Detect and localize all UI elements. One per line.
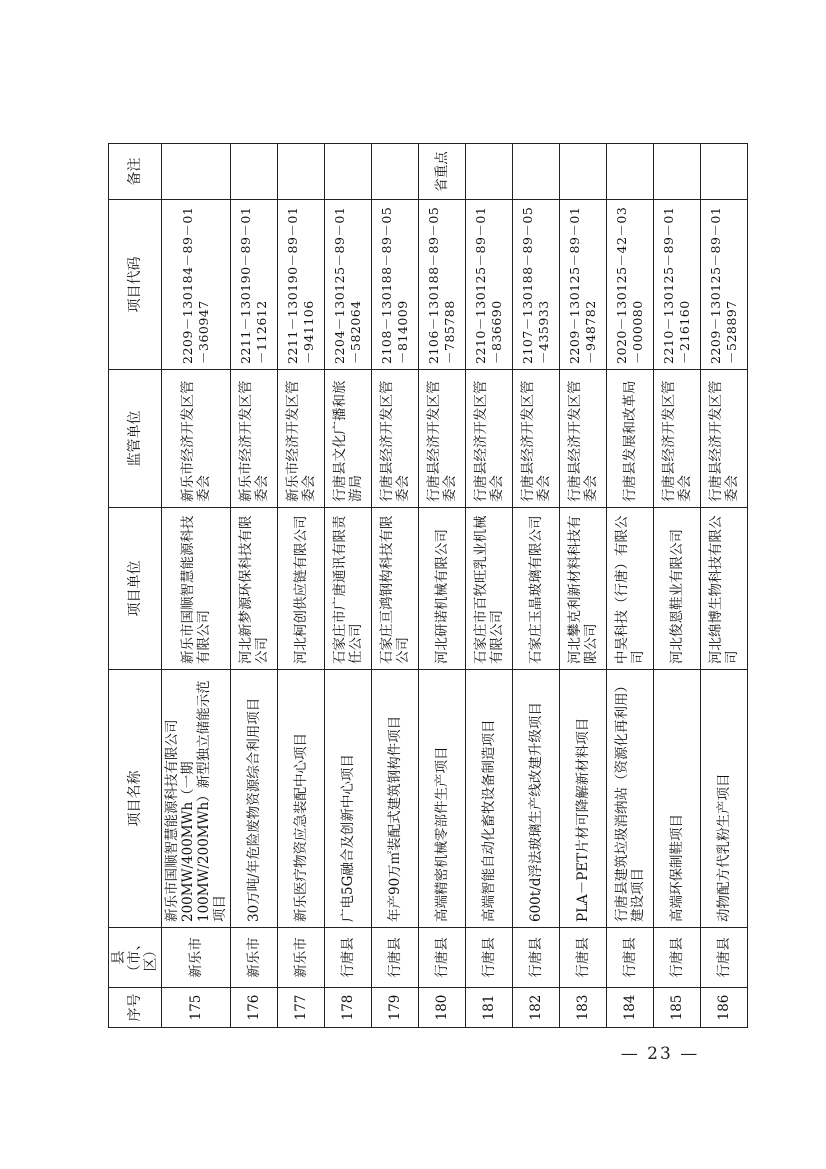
cell-county: 行唐县 [325,928,372,988]
cell-project-unit: 河北俊恩鞋业有限公司 [654,508,701,670]
cell-county: 行唐县 [560,928,607,988]
cell-project-name: 高端精密机械零部件生产项目 [419,670,466,928]
cell-note [162,144,231,200]
cell-note [325,144,372,200]
cell-supervisor: 行唐县文化广播和旅游局 [325,370,372,508]
table-row [419,144,466,1028]
cell-note [607,144,654,200]
cell-project-unit: 河北柯创供应链有限公司 [278,508,325,670]
cell-project-code: 2204－130125－89－01－582064 [325,200,372,370]
cell-county: 新乐市 [278,928,325,988]
cell-supervisor: 行唐县经济开发区管委会 [372,370,419,508]
page-number: — 23 — [620,1044,700,1064]
cell-note [654,144,701,200]
cell-county: 行唐县 [607,928,654,988]
table-row [231,144,278,1028]
table-row [560,144,607,1028]
header-note: 备注 [109,144,162,200]
cell-note [466,144,513,200]
cell-project-unit: 中昊科技（行唐）有限公司 [607,508,654,670]
cell-county: 行唐县 [654,928,701,988]
cell-project-name: 高端环保制鞋项目 [654,670,701,928]
cell-project-code: 2106－130188－89－05－785788 [419,200,466,370]
cell-project-code: 2210－130125－89－01－836690 [466,200,513,370]
table-row [513,144,560,1028]
cell-project-code: 2209－130125－89－01－948782 [560,200,607,370]
table-row [701,144,748,1028]
cell-supervisor: 行唐县经济开发区管委会 [701,370,748,508]
cell-index: 179 [372,988,419,1028]
project-table [108,143,748,1028]
cell-index: 182 [513,988,560,1028]
cell-project-unit: 新乐市国顺智慧能源科技有限公司 [162,508,231,670]
cell-project-unit: 石家庄亘鸿钢构科技有限公司 [372,508,419,670]
cell-supervisor: 行唐县经济开发区管委会 [513,370,560,508]
table-row [607,144,654,1028]
cell-project-name: 600t/d浮法玻璃生产线改建升级项目 [513,670,560,928]
table-header-row [109,144,162,1028]
cell-county: 行唐县 [513,928,560,988]
cell-project-name: 年产90万㎡装配式建筑钢构件项目 [372,670,419,928]
cell-project-code: 2209－130184－89－01－360947 [162,200,231,370]
cell-supervisor: 新乐市经济开发区管委会 [162,370,231,508]
cell-index: 185 [654,988,701,1028]
table-row [325,144,372,1028]
cell-index: 181 [466,988,513,1028]
cell-project-name: PLA－PET片材可降解新材料项目 [560,670,607,928]
header-supervisor: 监管单位 [109,370,162,508]
cell-project-code: 2107－130188－89－05－435933 [513,200,560,370]
header-index: 序号 [109,988,162,1028]
cell-project-unit: 河北攀克利新材料科技有限公司 [560,508,607,670]
cell-index: 176 [231,988,278,1028]
cell-project-code: 2211－130190－89－01－112612 [231,200,278,370]
cell-project-unit: 石家庄玉晶玻璃有限公司 [513,508,560,670]
cell-supervisor: 行唐县发展和改革局 [607,370,654,508]
cell-project-code: 2210－130125－89－01－216160 [654,200,701,370]
cell-county: 新乐市 [162,928,231,988]
cell-project-unit: 河北研诺机械有限公司 [419,508,466,670]
cell-supervisor: 行唐县经济开发区管委会 [654,370,701,508]
cell-index: 180 [419,988,466,1028]
cell-supervisor: 行唐县经济开发区管委会 [466,370,513,508]
cell-county: 行唐县 [372,928,419,988]
cell-note [701,144,748,200]
cell-project-name: 新乐市国顺智慧能源科技有限公司200MW/400MWh（一期100MW/200MWh）新型独立储能示范项目 [162,670,231,928]
cell-project-name: 新乐医疗物资应急装配中心项目 [278,670,325,928]
cell-note [372,144,419,200]
project-table-rotated [108,144,740,1028]
cell-project-unit: 河北绵博生物科技有限公司 [701,508,748,670]
cell-project-code: 2209－130125－89－01－528897 [701,200,748,370]
cell-note [231,144,278,200]
cell-index: 178 [325,988,372,1028]
cell-project-unit: 河北新梦源环保科技有限公司 [231,508,278,670]
table-row [278,144,325,1028]
cell-note [513,144,560,200]
table-row [162,144,231,1028]
cell-county: 行唐县 [701,928,748,988]
cell-project-name: 动物配方代乳粉生产项目 [701,670,748,928]
cell-county: 行唐县 [466,928,513,988]
cell-project-code: 2108－130188－89－05－814009 [372,200,419,370]
cell-project-unit: 石家庄市广唐通讯有限责任公司 [325,508,372,670]
cell-index: 175 [162,988,231,1028]
cell-project-code: 2020－130125－42－03－000080 [607,200,654,370]
cell-index: 177 [278,988,325,1028]
header-county-line1: 县 [111,950,127,965]
cell-supervisor: 新乐市经济开发区管委会 [278,370,325,508]
cell-project-name: 30万吨/年危险废物资源综合利用项目 [231,670,278,928]
cell-project-name: 行唐县建筑垃圾消纳站（资源化再利用）建设项目 [607,670,654,928]
table-row [654,144,701,1028]
header-project-unit: 项目单位 [109,508,162,670]
cell-supervisor: 行唐县经济开发区管委会 [560,370,607,508]
table-row [466,144,513,1028]
cell-project-unit: 石家庄市百牧旺乳业机械有限公司 [466,508,513,670]
cell-supervisor: 新乐市经济开发区管委会 [231,370,278,508]
cell-county: 行唐县 [419,928,466,988]
cell-note [560,144,607,200]
cell-index: 184 [607,988,654,1028]
cell-note [278,144,325,200]
cell-supervisor: 行唐县经济开发区管委会 [419,370,466,508]
header-project-name: 项目名称 [109,670,162,928]
cell-index: 183 [560,988,607,1028]
cell-note: 省重点 [419,144,466,200]
header-project-code: 项目代码 [109,200,162,370]
cell-county: 新乐市 [231,928,278,988]
cell-project-name: 广电5G融合及创新中心项目 [325,670,372,928]
cell-index: 186 [701,988,748,1028]
header-county-line2: （市、区） [127,936,159,979]
cell-project-code: 2211－130190－89－01－941106 [278,200,325,370]
header-county [109,928,162,988]
table-row [372,144,419,1028]
cell-project-name: 高端智能自动化畜牧设备制造项目 [466,670,513,928]
